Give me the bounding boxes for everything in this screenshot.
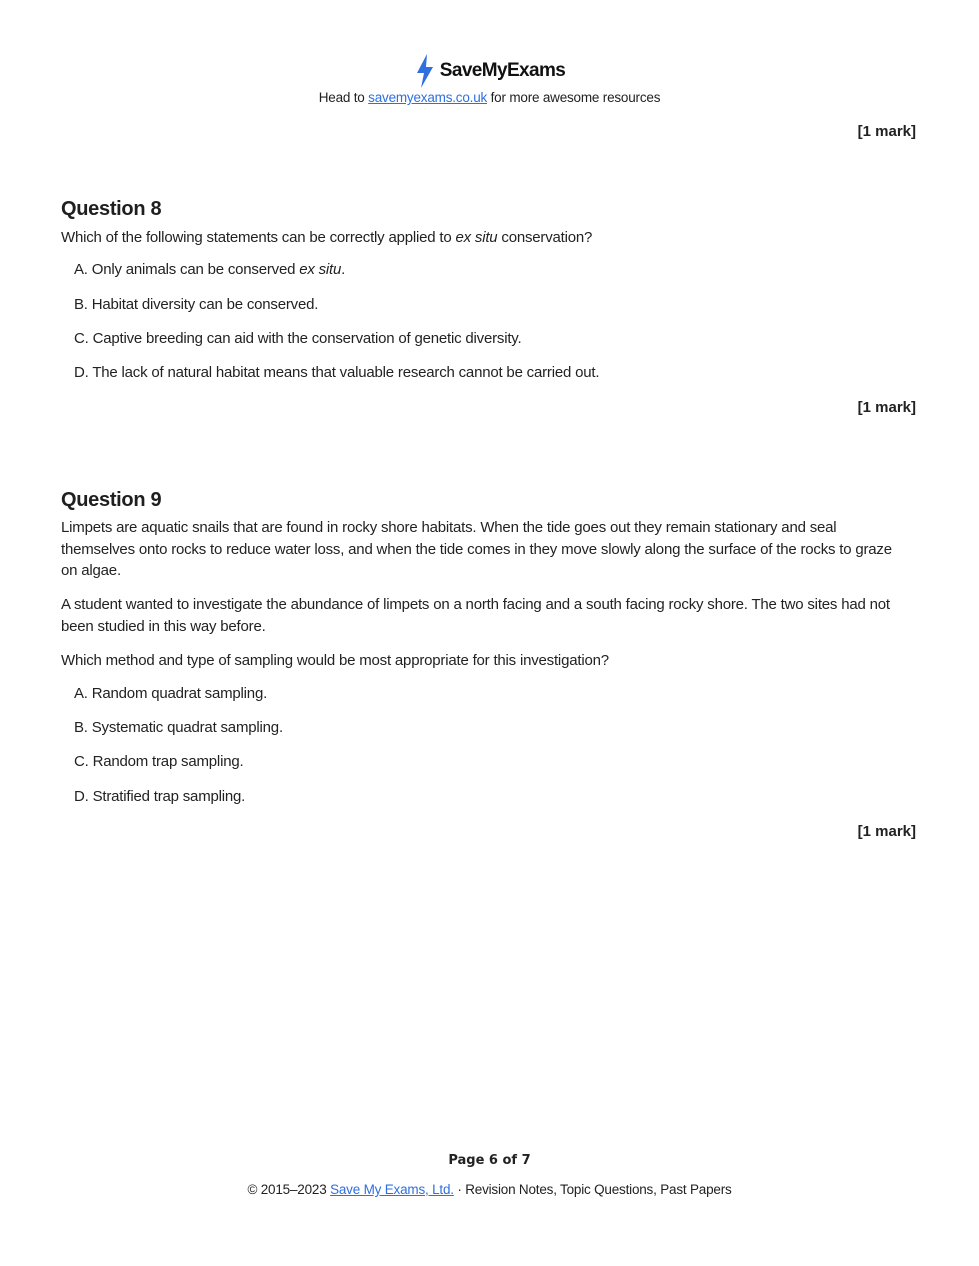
option-letter: B.: [74, 296, 88, 313]
option-c[interactable]: [74, 330, 521, 347]
option-d[interactable]: [74, 788, 245, 805]
option-c[interactable]: [74, 753, 243, 770]
option-letter: C.: [74, 330, 89, 347]
question-paragraph: Limpets are aquatic snails that are found in rocky shore habitats. When the tide goes out they remain stationary and seal themselves onto rocks to reduce water loss, and when the tide comes in they move slowly along the surface of the rocks to graze on algae.: [61, 519, 892, 579]
option-text: Systematic quadrat sampling.: [91, 719, 283, 736]
page-number: Page 6 of 7: [448, 1153, 531, 1168]
option-text: Stratified trap sampling.: [92, 788, 246, 805]
option-text: The lack of natural habitat means that valuable research cannot be carried out.: [92, 364, 600, 381]
option-letter: D.: [74, 364, 89, 381]
option-letter: C.: [74, 753, 89, 770]
question-stem: Which of the following statements can be correctly applied to ex situ conservation?: [61, 229, 593, 246]
mark-label: [1 mark]: [857, 399, 916, 416]
option-text: Captive breeding can aid with the conservation of genetic diversity.: [92, 330, 522, 347]
option-a[interactable]: A. Only animals can be conserved ex situ.: [74, 261, 346, 278]
brand-logo[interactable]: [0, 54, 979, 88]
option-b[interactable]: [74, 719, 283, 736]
question-paragraph: A student wanted to investigate the abundance of limpets on a north facing and a south facing rocky shore. The two sites had not been studied in this way before.: [61, 596, 890, 635]
option-b[interactable]: [74, 296, 318, 313]
lightning-bolt-icon: [414, 54, 436, 88]
site-link[interactable]: savemyexams.co.uk: [368, 90, 488, 105]
option-d[interactable]: [74, 364, 599, 381]
mark-label: [1 mark]: [857, 823, 916, 840]
copyright-line: © 2015–2023 Save My Exams, Ltd. · Revision Notes, Topic Questions, Past Papers: [247, 1182, 732, 1197]
question-paragraph: Which method and type of sampling would be most appropriate for this investigation?: [61, 652, 609, 669]
question-title: Question 9: [61, 489, 162, 511]
option-text: Random quadrat sampling.: [91, 685, 268, 702]
mark-label: [1 mark]: [857, 123, 916, 140]
question-title: Question 8: [61, 198, 162, 220]
option-letter: D.: [74, 788, 89, 805]
header-tagline: Head to savemyexams.co.uk for more awesome resources: [318, 90, 661, 105]
option-text: Habitat diversity can be conserved.: [91, 296, 319, 313]
option-letter: A.: [74, 685, 88, 702]
company-link[interactable]: Save My Exams, Ltd.: [330, 1182, 454, 1197]
option-a[interactable]: [74, 685, 267, 702]
brand-name: SaveMyExams: [439, 60, 566, 81]
option-text: Random trap sampling.: [92, 753, 244, 770]
option-letter: A.: [74, 261, 88, 278]
option-letter: B.: [74, 719, 88, 736]
page-header: [0, 54, 979, 105]
